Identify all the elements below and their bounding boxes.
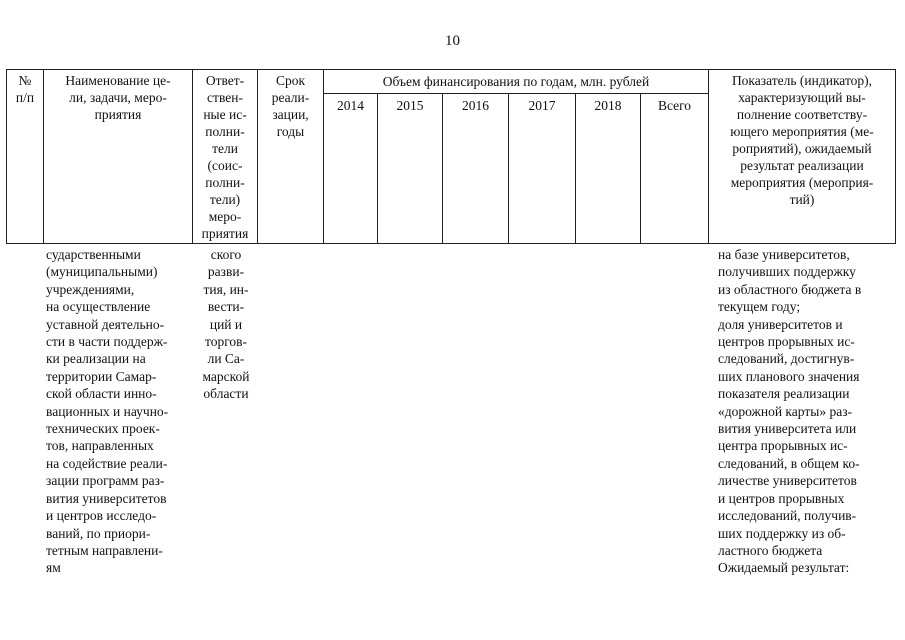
col-divider — [575, 93, 576, 244]
page-number: 10 — [445, 33, 460, 49]
table-top-border — [6, 69, 895, 70]
col-divider — [508, 93, 509, 244]
header-term: Срок реали- зации, годы — [271, 73, 310, 139]
body-indicator-column: на базе университетов, получивших поддержку из областного бюджета в текущем году; доля университетов и центров прорывных ис- следований, достигнув- ших планового значения показателя реализации «дорожной карты» раз- вития университета или центра прорывных ис- следований, в общем ко- личестве университетов и центров прорывных исследований, получив- ших поддержку из об- ластного бюджета Ожидаемый результат: — [718, 247, 862, 576]
col-divider — [323, 69, 324, 244]
body-responsible-column: ского разви- тия, ин- вести- ций и торгов- ли Са- марской области — [202, 247, 250, 402]
header-total: Всего — [657, 98, 692, 113]
body-name-column: сударственными (муниципальными) учреждениями, на осуществление уставной деятельно- сти в части поддерж- ки реализации на территории Самар- ской области инно- вационных и научно- технических проек- тов, направленных на содействие реали- зации программ раз- вития университетов и центров исследо- ваний, по приори- тетным направлени- ям — [46, 247, 169, 576]
header-year-2017: 2017 — [528, 98, 556, 113]
col-divider — [377, 93, 378, 244]
header-responsible: Ответ- ствен- ные ис- полни- тели (соис- полни- тели) меро- приятия — [201, 73, 249, 241]
header-name: Наименование це- ли, задачи, меро- приятия — [65, 73, 171, 122]
header-num: № п/п — [15, 73, 35, 105]
col-divider — [895, 69, 896, 244]
header-year-2015: 2015 — [396, 98, 424, 113]
col-divider — [442, 93, 443, 244]
header-year-2016: 2016 — [462, 98, 489, 113]
header-year-2014: 2014 — [337, 98, 364, 113]
header-financing: Объем финансирования по годам, млн. рублей — [382, 74, 650, 89]
financing-subheader-line — [323, 93, 708, 94]
header-bottom-border — [6, 243, 895, 244]
header-year-2018: 2018 — [594, 98, 622, 113]
header-indicator: Показатель (индикатор), характеризующий вы- полнение соответству- ющего мероприятия (ме- роприятий), ожидаемый результат реализации мероприятия (мероприя- тий) — [730, 73, 874, 207]
col-divider — [640, 93, 641, 244]
